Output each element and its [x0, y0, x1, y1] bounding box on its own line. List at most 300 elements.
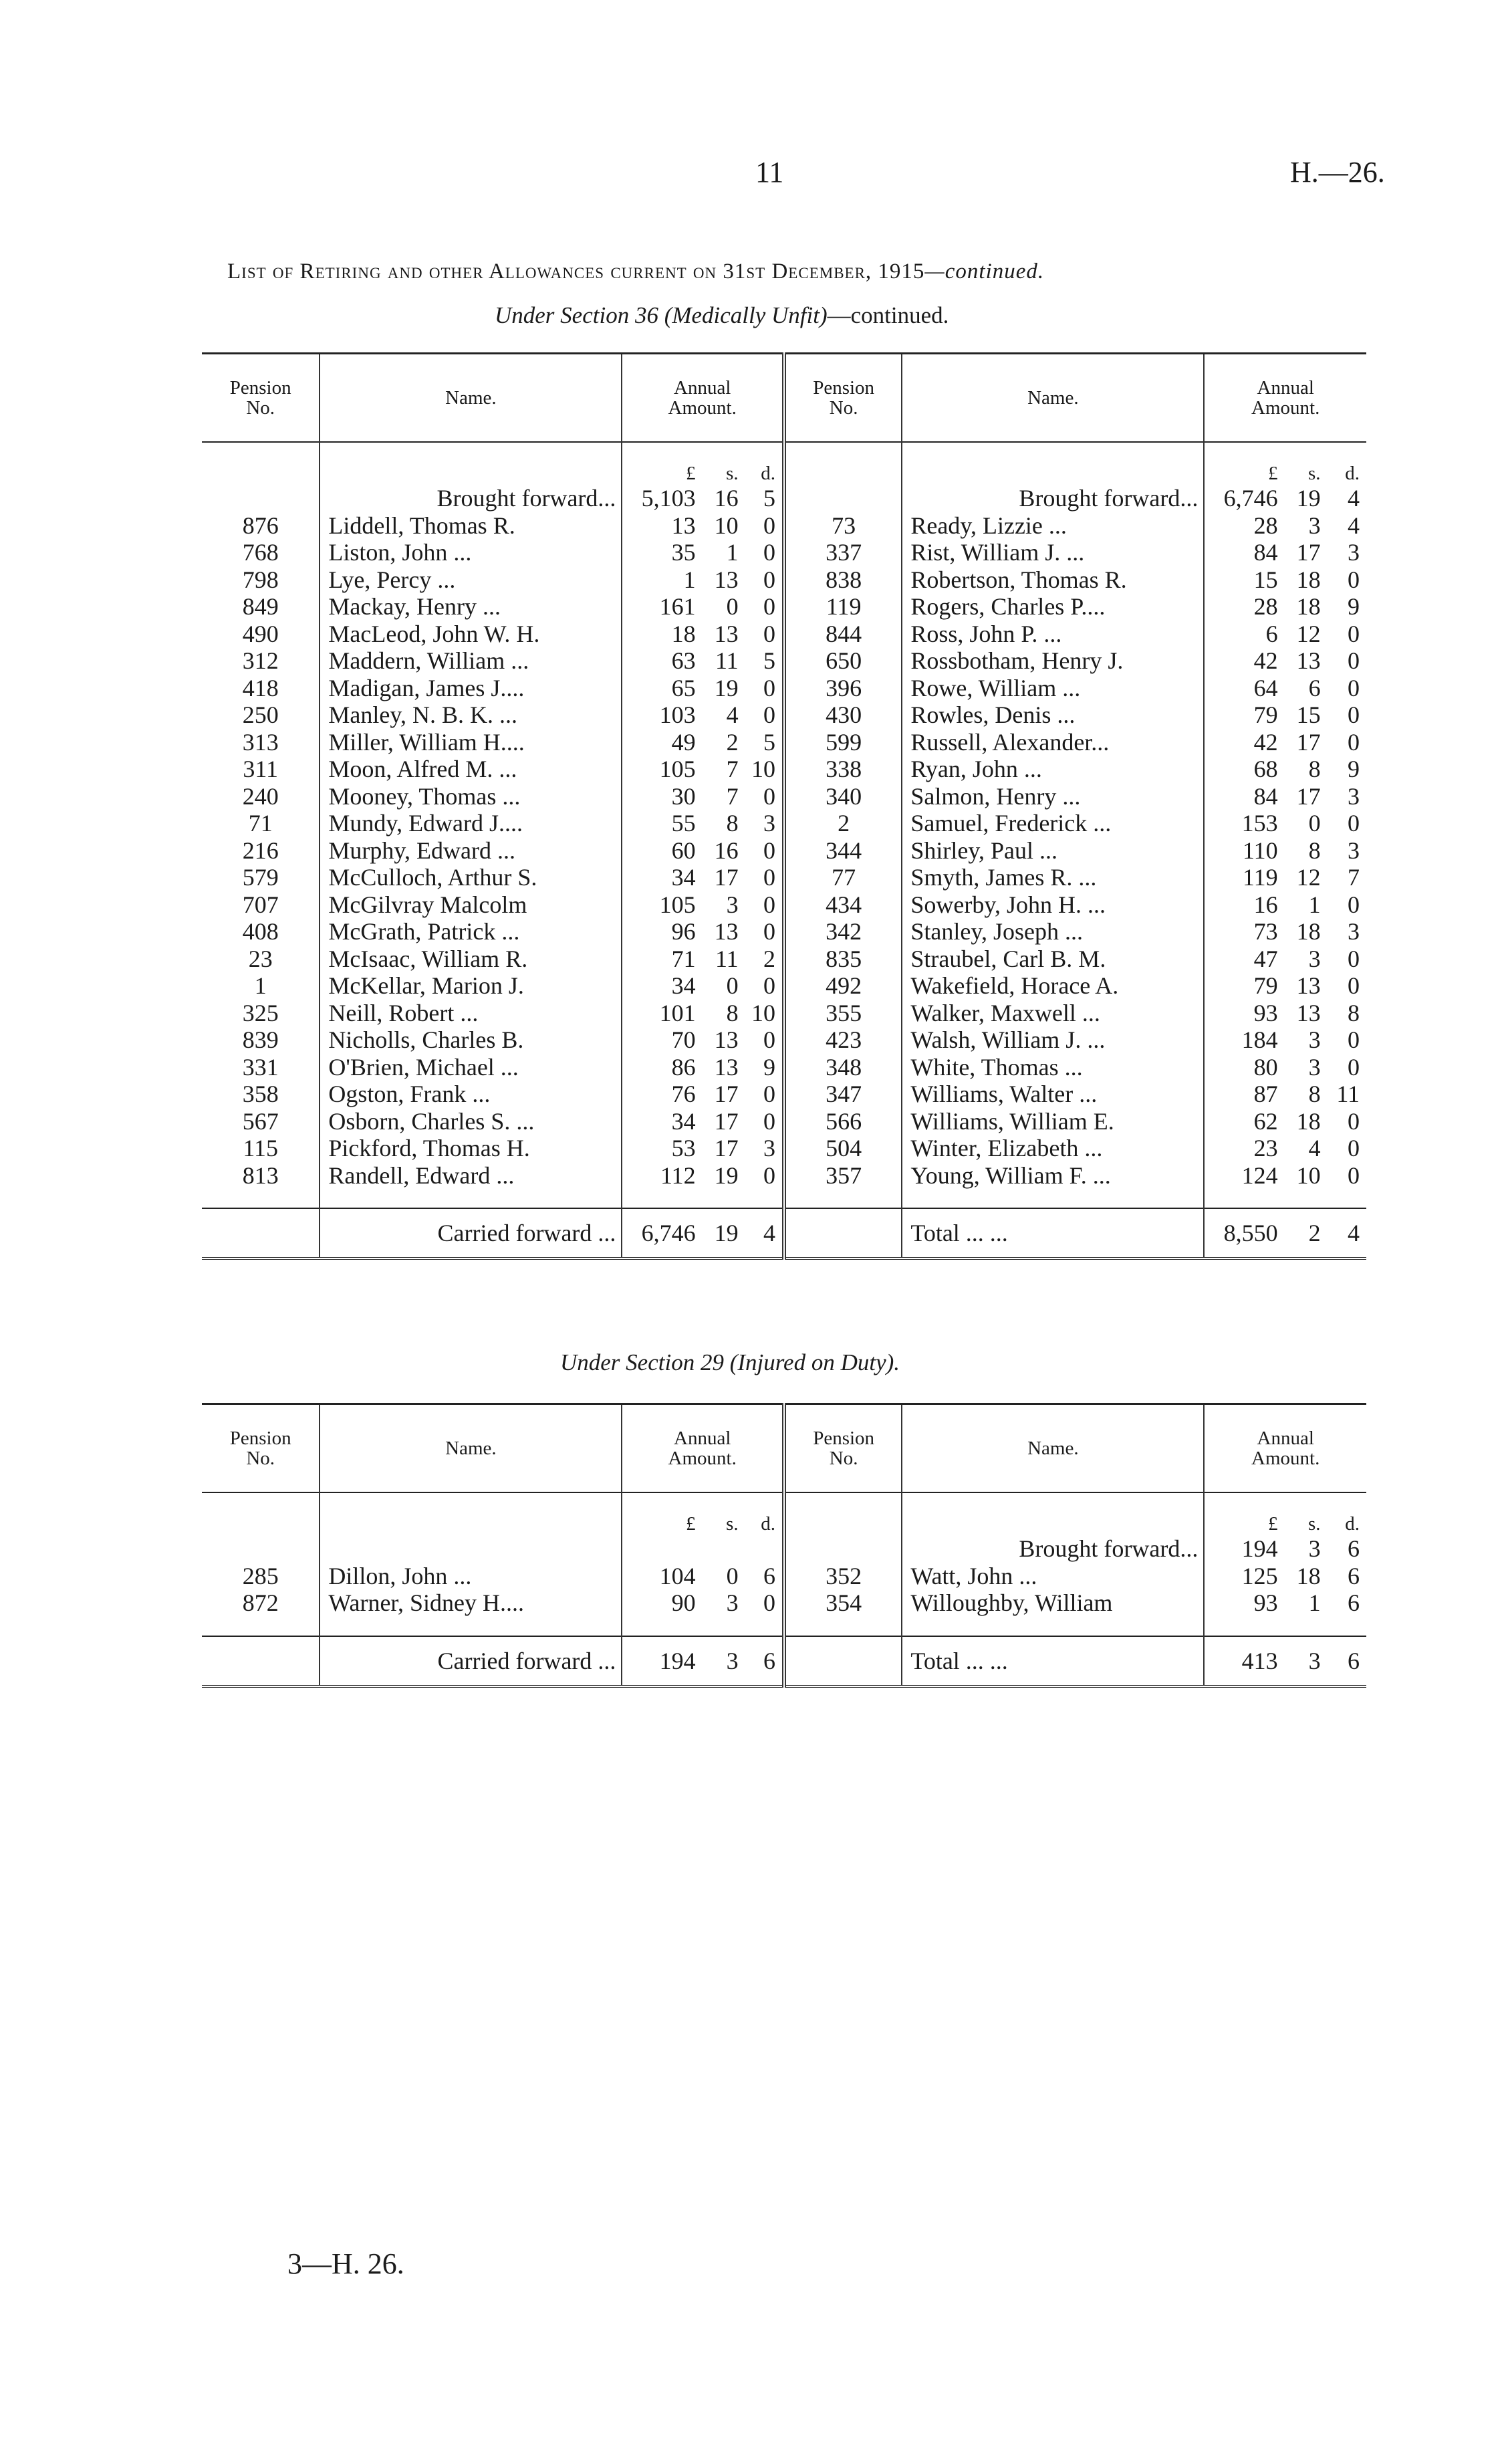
amount-pounds: 153	[1204, 810, 1277, 837]
amount-pounds: 105	[622, 756, 695, 783]
pensioner-name: Lye, Percy ...	[320, 566, 622, 594]
table-row	[202, 1135, 1366, 1162]
pensioner-name: Manley, N. B. K. ...	[320, 701, 622, 729]
section-36-heading-text: Under Section 36 (Medically Unfit)	[495, 302, 828, 328]
unit-pence: d.	[761, 463, 775, 484]
amount-pounds: 62	[1204, 1108, 1277, 1135]
pensioner-name: Rowles, Denis ...	[902, 701, 1204, 729]
unit-shilling: s.	[1308, 463, 1321, 484]
pension-number: 331	[242, 1053, 279, 1081]
pension-number: 23	[248, 945, 273, 972]
table-row	[202, 1589, 1366, 1617]
pension-number: 839	[242, 1026, 279, 1053]
pension-number: 357	[784, 1162, 902, 1190]
page-number: 11	[755, 156, 784, 189]
footer-signature: 3—H. 26.	[287, 2247, 404, 2280]
header-name: Name.	[902, 354, 1204, 443]
pensioner-name: White, Thomas ...	[902, 1054, 1204, 1081]
amount-pounds: 34	[622, 864, 695, 891]
pensioner-name: Warner, Sidney H....	[320, 1589, 622, 1617]
amount-pence: 6	[1348, 1589, 1360, 1616]
amount-shillings: 4	[726, 701, 739, 728]
amount-shillings: 1	[1308, 891, 1321, 918]
amount-pence: 3	[1348, 918, 1360, 945]
amount-pounds: 96	[622, 918, 695, 945]
pension-number: 430	[784, 701, 902, 729]
amount-shillings: 13	[1296, 647, 1321, 674]
pension-number: 340	[784, 783, 902, 810]
amount-pounds: 76	[622, 1081, 695, 1108]
section-36-heading	[495, 302, 949, 329]
amount-shillings: 0	[726, 593, 739, 620]
amount-shillings: 8	[726, 810, 739, 836]
table-row	[202, 918, 1366, 945]
table-row	[202, 783, 1366, 810]
pension-number: 325	[242, 999, 279, 1026]
pension-number: 115	[243, 1135, 279, 1161]
amount-pence: 0	[763, 1026, 775, 1053]
pension-number: 71	[248, 810, 273, 836]
amount-pounds: 47	[1204, 945, 1277, 973]
amount-pence: 4	[1348, 512, 1360, 539]
amount-pence: 0	[1348, 1053, 1360, 1081]
brought-forward-label: Brought forward...	[320, 485, 622, 512]
amount-pence: 0	[763, 1107, 775, 1135]
list-title-text: List of Retiring and other Allowances current on 31st December, 1915	[227, 259, 925, 284]
pension-number: 119	[784, 593, 902, 621]
pensioner-name: Maddern, William ...	[320, 647, 622, 675]
pension-number: 798	[242, 566, 279, 593]
pension-number: 490	[242, 620, 279, 647]
amount-shillings: 18	[1296, 593, 1321, 620]
amount-shillings: 18	[1296, 566, 1321, 593]
amount-shillings: 8	[1308, 1081, 1321, 1107]
amount-pounds: 84	[1204, 539, 1277, 566]
pension-number: 408	[242, 918, 279, 945]
pension-number: 844	[784, 621, 902, 648]
section-36-table	[202, 352, 1366, 1260]
amount-pence: 0	[763, 782, 775, 810]
header-pension-label: Pension	[229, 1427, 291, 1449]
pensioner-name: Shirley, Paul ...	[902, 837, 1204, 865]
total-label: Total ... ...	[902, 1208, 1204, 1258]
pension-number: 311	[243, 756, 279, 782]
amount-pence: 9	[1348, 756, 1360, 782]
amount-pence: 0	[763, 620, 775, 647]
amount-pence: 8	[1348, 999, 1360, 1026]
pensioner-name: McGilvray Malcolm	[320, 891, 622, 919]
units-row	[202, 442, 1366, 485]
carried-forward-label: Carried forward ...	[320, 1208, 622, 1258]
pensioner-name: Moon, Alfred M. ...	[320, 756, 622, 783]
pensioner-name: Neill, Robert ...	[320, 1000, 622, 1027]
amount-shillings: 12	[1296, 620, 1321, 647]
list-title	[227, 259, 1044, 284]
amount-pounds: 103	[622, 701, 695, 729]
amount-pounds: 93	[1204, 1000, 1277, 1027]
amount-pounds: 79	[1204, 972, 1277, 1000]
units-row	[202, 1492, 1366, 1535]
pensioner-name: Sowerby, John H. ...	[902, 891, 1204, 919]
amount-pence: 0	[763, 593, 775, 620]
amount-pounds: 70	[622, 1026, 695, 1054]
amount-shillings: 16	[714, 485, 739, 512]
amount-pounds: 194	[622, 1636, 695, 1686]
unit-pence: d.	[1345, 463, 1360, 484]
header-annual-label: Annual	[674, 1427, 731, 1449]
amount-shillings: 13	[1296, 972, 1321, 999]
pension-number: 358	[242, 1081, 279, 1107]
amount-shillings: 19	[714, 674, 739, 701]
header-no-label: No.	[829, 397, 858, 419]
amount-pence: 5	[763, 485, 775, 512]
pension-number: 599	[784, 729, 902, 756]
amount-pounds: 34	[622, 1108, 695, 1135]
pension-number: 872	[242, 1589, 279, 1616]
table-row	[202, 1081, 1366, 1108]
amount-shillings: 1	[726, 539, 739, 566]
pension-number: 1	[254, 972, 267, 999]
list-title-suffix: —continued.	[924, 259, 1045, 284]
pensioner-name: Samuel, Frederick ...	[902, 810, 1204, 837]
amount-pence: 6	[763, 1647, 775, 1674]
pension-number: 567	[242, 1107, 279, 1135]
amount-pence: 3	[1348, 836, 1360, 864]
pensioner-name: Williams, Walter ...	[902, 1081, 1204, 1108]
pensioner-name: Liston, John ...	[320, 539, 622, 566]
pensioner-name: Mooney, Thomas ...	[320, 783, 622, 810]
amount-shillings: 10	[714, 512, 739, 539]
amount-shillings: 3	[1308, 1026, 1321, 1053]
table-row	[202, 891, 1366, 919]
amount-pounds: 6	[1204, 621, 1277, 648]
amount-pounds: 23	[1204, 1135, 1277, 1162]
amount-shillings: 7	[726, 756, 739, 782]
amount-shillings: 13	[714, 620, 739, 647]
pension-number: 492	[784, 972, 902, 1000]
amount-pounds: 15	[1204, 566, 1277, 594]
unit-shilling: s.	[726, 463, 739, 484]
pensioner-name: Walsh, William J. ...	[902, 1026, 1204, 1054]
amount-pounds: 79	[1204, 701, 1277, 729]
pension-number: 650	[784, 647, 902, 675]
amount-pounds: 413	[1204, 1636, 1277, 1686]
brought-forward-label: Brought forward...	[902, 1535, 1204, 1563]
header-annual-label: Annual	[1257, 376, 1314, 399]
amount-pounds: 6,746	[1204, 485, 1277, 512]
pensioner-name: Ogston, Frank ...	[320, 1081, 622, 1108]
pensioner-name: Russell, Alexander...	[902, 729, 1204, 756]
amount-pence: 0	[763, 1589, 775, 1616]
amount-shillings: 17	[1296, 539, 1321, 566]
section-36-body	[202, 442, 1366, 1189]
pensioner-name: Ready, Lizzie ...	[902, 512, 1204, 540]
header-pension-no	[202, 354, 320, 443]
amount-shillings: 13	[714, 1053, 739, 1081]
pensioner-name: McIsaac, William R.	[320, 945, 622, 973]
pensioner-name: Winter, Elizabeth ...	[902, 1135, 1204, 1162]
amount-pounds: 42	[1204, 729, 1277, 756]
amount-pence: 0	[763, 512, 775, 539]
carried-forward-row	[202, 1208, 1366, 1258]
amount-pence: 0	[1348, 1026, 1360, 1053]
pensioner-name: Willoughby, William	[902, 1589, 1204, 1617]
unit-pence: d.	[1345, 1513, 1360, 1535]
amount-pence: 0	[1348, 945, 1360, 972]
header-annual-amount	[622, 1404, 784, 1493]
amount-pence: 0	[763, 918, 775, 945]
amount-shillings: 3	[1308, 1053, 1321, 1081]
amount-pounds: 1	[622, 566, 695, 594]
amount-pence: 0	[763, 674, 775, 701]
header-no-label: No.	[829, 1448, 858, 1469]
pensioner-name: Pickford, Thomas H.	[320, 1135, 622, 1162]
amount-pence: 0	[1348, 810, 1360, 836]
amount-shillings: 16	[714, 836, 739, 864]
amount-pounds: 161	[622, 593, 695, 621]
amount-pence: 3	[763, 1135, 775, 1161]
brought-forward-row	[202, 1535, 1366, 1563]
pension-number: 418	[242, 674, 279, 701]
amount-pence: 0	[1348, 566, 1360, 593]
amount-shillings: 3	[1308, 1535, 1321, 1562]
pensioner-name: Young, William F. ...	[902, 1162, 1204, 1190]
amount-pounds: 105	[622, 891, 695, 919]
amount-shillings: 3	[1308, 512, 1321, 539]
pension-number: 707	[242, 891, 279, 918]
pension-number: 352	[784, 1563, 902, 1590]
amount-pounds: 49	[622, 729, 695, 756]
amount-shillings: 8	[1308, 836, 1321, 864]
pensioner-name: Mackay, Henry ...	[320, 593, 622, 621]
amount-pence: 3	[1348, 539, 1360, 566]
pensioner-name: Watt, John ...	[902, 1563, 1204, 1590]
amount-pounds: 55	[622, 810, 695, 837]
amount-pence: 9	[763, 1053, 775, 1081]
unit-pound: £	[622, 442, 695, 485]
unit-shilling: s.	[1308, 1513, 1321, 1535]
pensioner-name: McKellar, Marion J.	[320, 972, 622, 1000]
amount-pounds: 84	[1204, 783, 1277, 810]
amount-shillings: 3	[726, 1647, 739, 1674]
pension-number: 77	[784, 864, 902, 891]
amount-shillings: 18	[1296, 1562, 1321, 1589]
amount-shillings: 18	[1296, 1107, 1321, 1135]
amount-pounds: 5,103	[622, 485, 695, 512]
header-no-label: No.	[246, 1448, 275, 1469]
header-amount-label: Amount.	[668, 1448, 737, 1469]
amount-shillings: 3	[1308, 1647, 1321, 1674]
pension-number: 434	[784, 891, 902, 919]
header-amount-label: Amount.	[668, 397, 737, 419]
amount-shillings: 13	[714, 1026, 739, 1053]
pension-number: 396	[784, 675, 902, 702]
amount-pounds: 194	[1204, 1535, 1277, 1563]
amount-pence: 10	[751, 756, 775, 782]
amount-pence: 0	[763, 972, 775, 999]
amount-pounds: 64	[1204, 675, 1277, 702]
amount-shillings: 17	[1296, 728, 1321, 756]
amount-pounds: 87	[1204, 1081, 1277, 1108]
pension-number: 347	[784, 1081, 902, 1108]
amount-pence: 3	[763, 810, 775, 836]
amount-pounds: 63	[622, 647, 695, 675]
header-amount-label: Amount.	[1251, 397, 1320, 419]
amount-pounds: 73	[1204, 918, 1277, 945]
amount-pounds: 13	[622, 512, 695, 540]
amount-pounds: 30	[622, 783, 695, 810]
amount-shillings: 0	[1308, 810, 1321, 836]
amount-pence: 4	[1348, 1220, 1360, 1246]
amount-shillings: 15	[1296, 701, 1321, 728]
pension-number: 348	[784, 1054, 902, 1081]
pensioner-name: Wakefield, Horace A.	[902, 972, 1204, 1000]
table-row	[202, 1162, 1366, 1190]
amount-pence: 0	[1348, 674, 1360, 701]
pensioner-name: Rogers, Charles P....	[902, 593, 1204, 621]
amount-pence: 2	[763, 945, 775, 972]
pensioner-name: McGrath, Patrick ...	[320, 918, 622, 945]
pension-number: 250	[242, 701, 279, 728]
amount-pence: 6	[763, 1562, 775, 1589]
pensioner-name: Nicholls, Charles B.	[320, 1026, 622, 1054]
header-pension-label: Pension	[229, 376, 291, 399]
pensioner-name: Mundy, Edward J....	[320, 810, 622, 837]
amount-shillings: 17	[714, 864, 739, 891]
table-row	[202, 621, 1366, 648]
amount-pence: 0	[1348, 701, 1360, 728]
unit-pound: £	[1204, 442, 1277, 485]
header-pension-no	[784, 1404, 902, 1493]
amount-pounds: 68	[1204, 756, 1277, 783]
pensioner-name: Murphy, Edward ...	[320, 837, 622, 865]
amount-pence: 10	[751, 999, 775, 1026]
pension-number: 579	[242, 864, 279, 891]
pensioner-name: Straubel, Carl B. M.	[902, 945, 1204, 973]
amount-pounds: 112	[622, 1162, 695, 1190]
amount-shillings: 1	[1308, 1589, 1321, 1616]
header-name: Name.	[320, 1404, 622, 1493]
amount-shillings: 7	[726, 782, 739, 810]
table-row	[202, 539, 1366, 566]
amount-pounds: 8,550	[1204, 1208, 1277, 1258]
amount-shillings: 8	[726, 999, 739, 1026]
pension-number: 768	[242, 539, 279, 566]
table-row	[202, 729, 1366, 756]
table-row	[202, 972, 1366, 1000]
amount-shillings: 2	[1308, 1220, 1321, 1246]
amount-pence: 0	[1348, 728, 1360, 756]
pension-number: 354	[784, 1589, 902, 1617]
section-29-table	[202, 1403, 1366, 1688]
pensioner-name: Walker, Maxwell ...	[902, 1000, 1204, 1027]
amount-shillings: 4	[1308, 1135, 1321, 1161]
amount-pence: 0	[1348, 647, 1360, 674]
table-row	[202, 1026, 1366, 1054]
amount-pounds: 124	[1204, 1162, 1277, 1190]
pension-number: 342	[784, 918, 902, 945]
amount-pounds: 6,746	[622, 1208, 695, 1258]
amount-pence: 11	[1336, 1081, 1360, 1107]
carried-forward-row	[202, 1636, 1366, 1686]
amount-pounds: 42	[1204, 647, 1277, 675]
amount-pence: 0	[763, 701, 775, 728]
header-pension-label: Pension	[813, 1427, 875, 1449]
header-annual-label: Annual	[674, 376, 731, 399]
amount-shillings: 11	[715, 945, 739, 972]
header-no-label: No.	[246, 397, 275, 419]
unit-pence: d.	[761, 1513, 775, 1535]
amount-pounds: 71	[622, 945, 695, 973]
pensioner-name: Randell, Edward ...	[320, 1162, 622, 1190]
amount-shillings: 6	[1308, 674, 1321, 701]
amount-shillings: 17	[714, 1081, 739, 1107]
amount-shillings: 13	[714, 918, 739, 945]
pensioner-name: Dillon, John ...	[320, 1563, 622, 1590]
pensioner-name: Smyth, James R. ...	[902, 864, 1204, 891]
pension-number: 838	[784, 566, 902, 594]
amount-shillings: 0	[726, 972, 739, 999]
header-annual-amount	[1204, 1404, 1366, 1493]
amount-pence: 9	[1348, 593, 1360, 620]
amount-pence: 0	[763, 836, 775, 864]
amount-pounds: 18	[622, 621, 695, 648]
pension-number: 835	[784, 945, 902, 973]
pension-number: 2	[784, 810, 902, 837]
table-row	[202, 512, 1366, 540]
amount-pounds: 125	[1204, 1563, 1277, 1590]
amount-pounds: 28	[1204, 593, 1277, 621]
header-annual-amount	[1204, 354, 1366, 443]
amount-shillings: 2	[726, 728, 739, 756]
amount-pounds: 35	[622, 539, 695, 566]
table-row	[202, 593, 1366, 621]
amount-pence: 0	[1348, 972, 1360, 999]
pensioner-name: Liddell, Thomas R.	[320, 512, 622, 540]
table-row	[202, 945, 1366, 973]
header-name: Name.	[902, 1404, 1204, 1493]
amount-pence: 0	[763, 566, 775, 593]
amount-pence: 0	[763, 539, 775, 566]
amount-pence: 0	[1348, 891, 1360, 918]
table-row	[202, 701, 1366, 729]
total-label: Total ... ...	[902, 1636, 1204, 1686]
amount-pence: 5	[763, 728, 775, 756]
pension-number: 813	[242, 1161, 279, 1189]
table-row	[202, 756, 1366, 783]
section-29-heading: Under Section 29 (Injured on Duty).	[560, 1349, 900, 1375]
pension-number: 240	[242, 782, 279, 810]
unit-pound: £	[1204, 1492, 1277, 1535]
pension-number: 312	[242, 647, 279, 674]
pension-number: 876	[242, 512, 279, 539]
amount-pounds: 104	[622, 1563, 695, 1590]
amount-shillings: 17	[714, 1107, 739, 1135]
carried-forward-label: Carried forward ...	[320, 1636, 622, 1686]
amount-shillings: 3	[726, 891, 739, 918]
amount-shillings: 0	[726, 1562, 739, 1589]
pensioner-name: MacLeod, John W. H.	[320, 621, 622, 648]
pension-number: 504	[784, 1135, 902, 1162]
pension-number: 344	[784, 837, 902, 865]
amount-pounds: 34	[622, 972, 695, 1000]
amount-pence: 4	[1348, 485, 1360, 512]
brought-forward-row	[202, 485, 1366, 512]
amount-shillings: 19	[1296, 485, 1321, 512]
amount-pounds: 110	[1204, 837, 1277, 865]
table-row	[202, 1563, 1366, 1590]
header-annual-label: Annual	[1257, 1427, 1314, 1449]
